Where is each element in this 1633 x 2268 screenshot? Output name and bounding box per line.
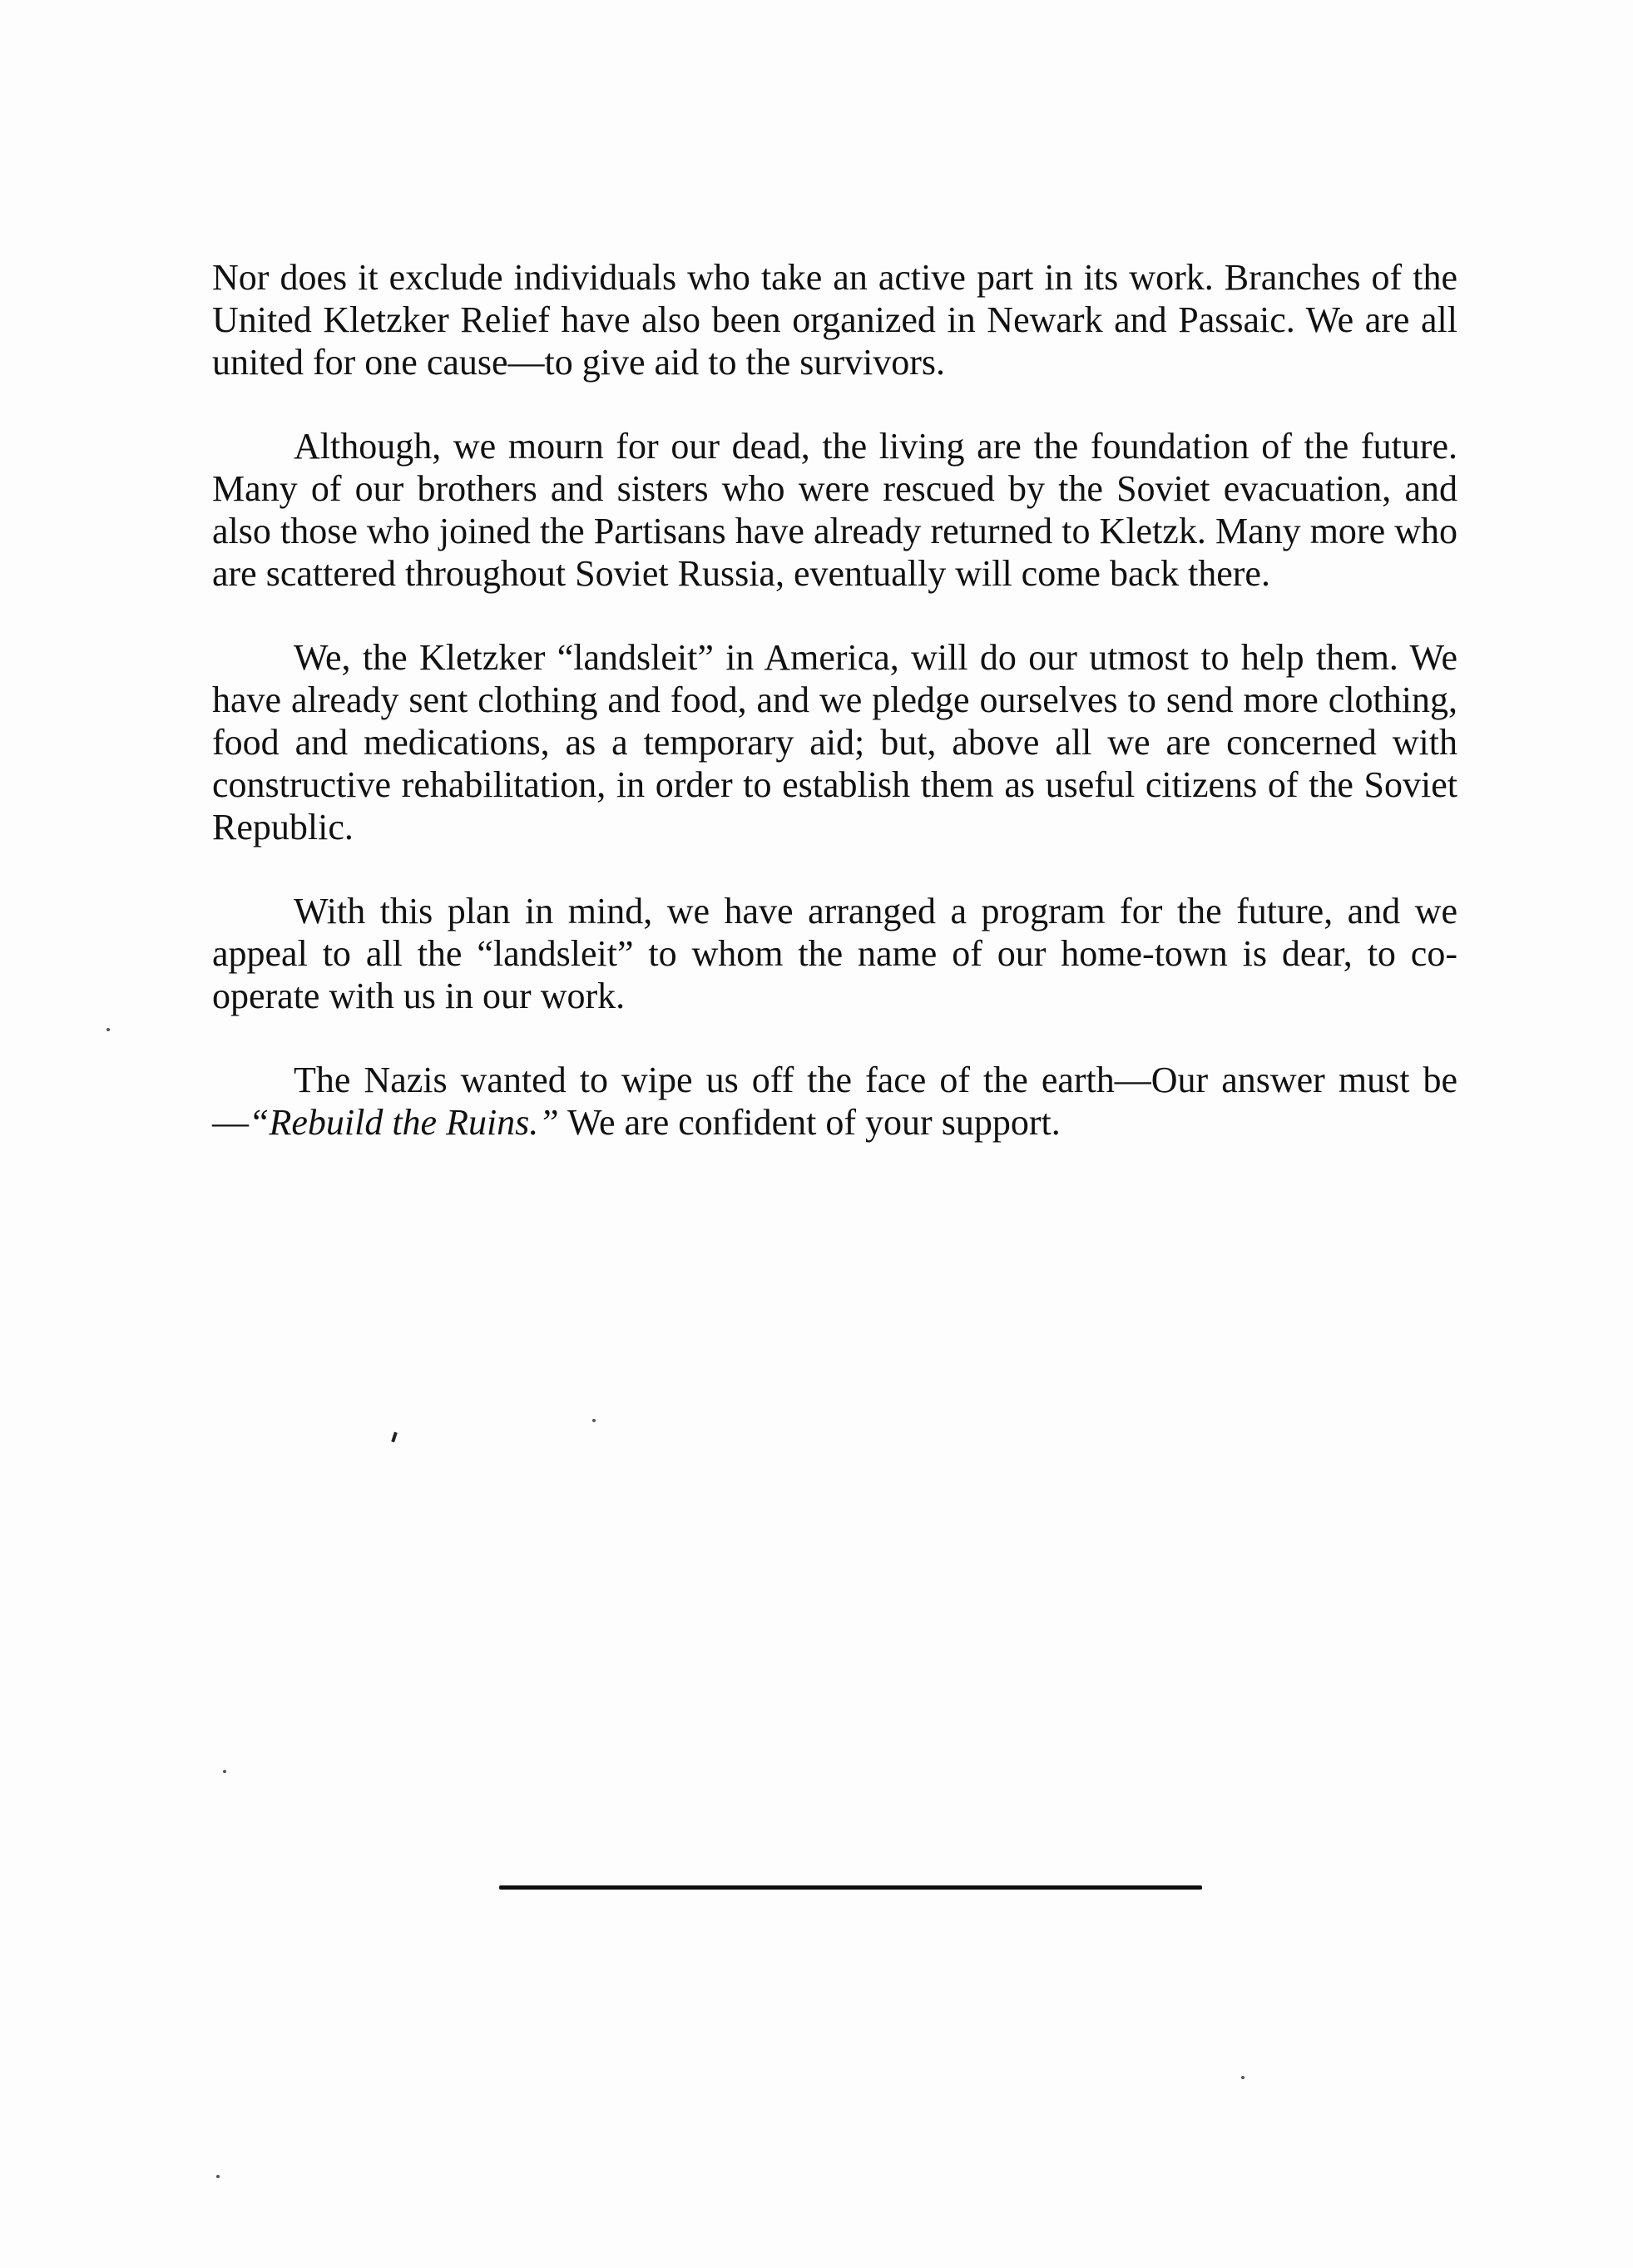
paragraph-5: [212, 1059, 1457, 1144]
paragraph-3: We, the Kletzker “landsleit” in America, will do our utmost to help them. We have already sent clothing and food, and we pledge ourselves to send more clothing, food and medications, as a temporary aid; but, above all we are concerned with constructive rehabilitation, in order to establish them as useful citizens of the Soviet Republic.: [212, 637, 1457, 847]
speck: [1241, 2076, 1245, 2079]
body-text: [212, 256, 1457, 1144]
paragraph-5-before: The Nazis wanted to wipe us off the face of the earth—Our answer must be—: [212, 1060, 1457, 1143]
speck: [216, 2175, 220, 2178]
paragraph-5-italic: “Rebuild the Ruins.”: [249, 1102, 559, 1143]
speck: [223, 1770, 226, 1773]
speck: [106, 1028, 110, 1031]
paragraph-4: With this plan in mind, we have arranged a program for the future, and we appeal to all the “landsleit” to whom the name of our home-town is dear, to co-operate with us in our work.: [212, 891, 1457, 1016]
speck: [592, 1419, 596, 1422]
paragraph-1: Nor does it exclude individuals who take an active part in its work. Branches of the United Kletzker Relief have also been organized in Newark and Passaic. We are all united for one cause—to give aid to the survivors.: [212, 257, 1457, 383]
paragraph-5-after: We are confident of your support.: [558, 1102, 1061, 1143]
horizontal-rule: [499, 1885, 1202, 1890]
ink-mark: [391, 1432, 398, 1443]
paragraph-2: Although, we mourn for our dead, the living are the foundation of the future. Many of our brothers and sisters who were rescued by the Soviet evacuation, and also those who joined the Partisans have already returned to Kletzk. Many more who are scattered throughout Soviet Russia, eventually will come back there.: [212, 426, 1457, 594]
